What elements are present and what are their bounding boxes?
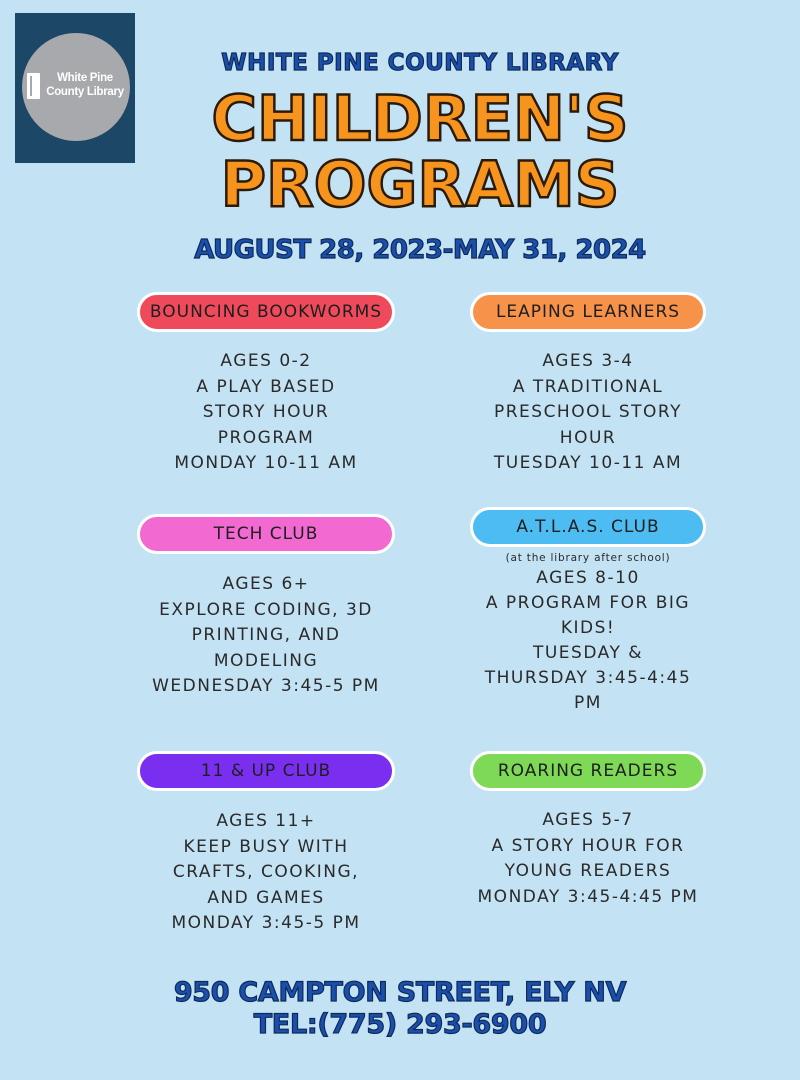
detail-line: KIDS! (560, 618, 616, 638)
detail-line: TUESDAY & (532, 643, 643, 663)
library-phone: TEL:(775) 293-6900 (253, 1009, 547, 1040)
program-11-and-up-club (106, 751, 426, 937)
title-line-2: PROGRAMS (220, 148, 620, 221)
detail-line: TUESDAY 10-11 AM (493, 453, 683, 473)
logo-line-2: County Library (46, 86, 124, 98)
program-pill: LEAPING LEARNERS (470, 292, 706, 332)
program-atlas-club (428, 507, 748, 716)
detail-line: MONDAY 10-11 AM (174, 453, 358, 473)
program-leaping-learners (428, 292, 748, 477)
program-roaring-readers (428, 751, 748, 910)
program-tech-club (106, 514, 426, 700)
program-pill: ROARING READERS (470, 751, 706, 791)
detail-line: A PROGRAM FOR BIG (485, 593, 691, 613)
logo-line-1: White Pine (57, 72, 113, 84)
program-details (428, 566, 748, 716)
program-details (106, 809, 426, 937)
program-pill: 11 & UP CLUB (137, 751, 395, 791)
program-bouncing-bookworms (106, 292, 426, 477)
detail-line: PROGRAM (217, 427, 315, 448)
detail-line: YOUNG READERS (504, 861, 672, 881)
detail-line: AGES 0-2 (220, 351, 312, 371)
library-address: 950 CAMPTON STREET, ELY NV (173, 977, 627, 1008)
detail-line: AGES 3-4 (542, 351, 634, 371)
detail-line: MODELING (213, 650, 319, 671)
library-logo (15, 13, 135, 163)
detail-line: PRESCHOOL STORY (493, 402, 683, 422)
detail-line: AGES 6+ (222, 574, 310, 594)
detail-line: WEDNESDAY 3:45-5 PM (152, 676, 380, 696)
detail-line: A STORY HOUR FOR (491, 835, 685, 856)
program-details (106, 572, 426, 700)
detail-line: PRINTING, AND (191, 625, 341, 645)
program-pill: BOUNCING BOOKWORMS (137, 292, 395, 332)
program-dates: AUGUST 28, 2023-MAY 31, 2024 (194, 235, 646, 265)
detail-line: EXPLORE CODING, 3D (159, 599, 373, 620)
title-line-1: CHILDREN'S (211, 82, 629, 155)
detail-line: A PLAY BASED (196, 376, 336, 397)
detail-line: PM (574, 693, 602, 713)
detail-line: CRAFTS, COOKING, (172, 862, 360, 882)
program-pill: A.T.L.A.S. CLUB (470, 507, 706, 547)
logo-circle (22, 33, 130, 141)
program-pill: TECH CLUB (137, 514, 395, 554)
detail-line: THURSDAY 3:45-4:45 (484, 668, 692, 688)
detail-line: AGES 5-7 (542, 810, 634, 830)
detail-line: AGES 11+ (216, 811, 316, 831)
program-note: (at the library after school) (505, 552, 671, 564)
detail-line: A TRADITIONAL (512, 376, 664, 397)
detail-line: STORY HOUR (202, 402, 330, 422)
program-details (428, 349, 748, 477)
detail-line: AGES 8-10 (536, 568, 640, 588)
detail-line: HOUR (559, 427, 617, 448)
program-details (106, 349, 426, 477)
detail-line: KEEP BUSY WITH (183, 836, 349, 857)
detail-line: AND GAMES (207, 887, 325, 908)
program-details (428, 808, 748, 910)
book-icon (27, 73, 40, 99)
library-name: WHITE PINE COUNTY LIBRARY (221, 50, 619, 76)
detail-line: MONDAY 3:45-5 PM (171, 913, 361, 933)
logo-text (40, 71, 130, 99)
detail-line: MONDAY 3:45-4:45 PM (477, 886, 699, 907)
